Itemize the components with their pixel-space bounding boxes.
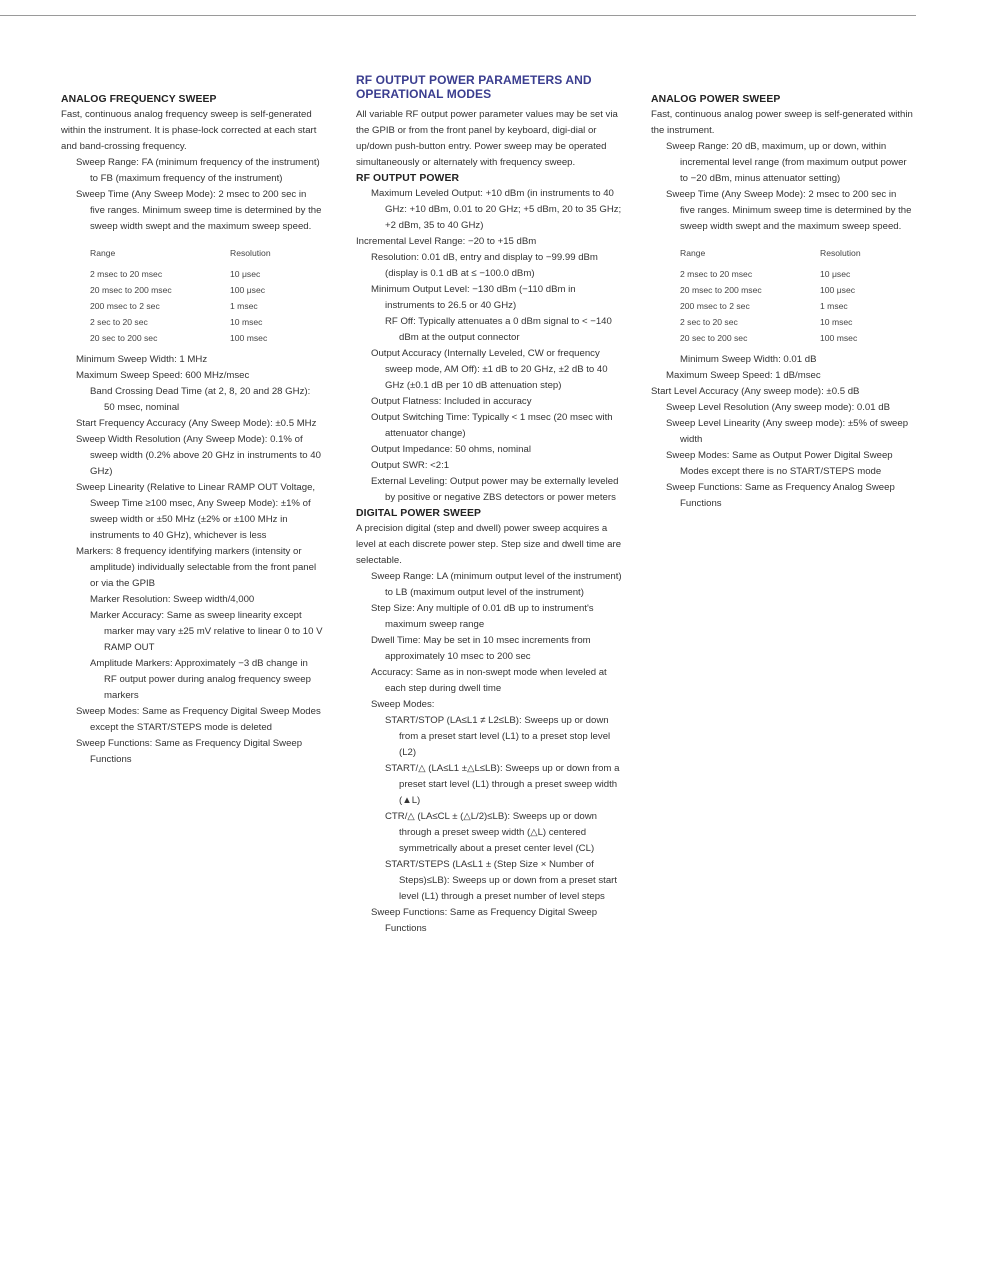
table-row xyxy=(651,266,861,282)
spec-item: Band Crossing Dead Time (at 2, 8, 20 and 28 GHz): 50 msec, nominal xyxy=(90,386,311,413)
section-title: ANALOG POWER SWEEP xyxy=(651,94,781,105)
spec-item: Sweep Modes: Same as Frequency Digital Sweep Modes except the START/STEPS mode is deleted xyxy=(76,706,321,733)
table-cell: 100 msec xyxy=(820,333,858,343)
spec-item: CTR/△ (LA≤CL ± (△L/2)≤LB): Sweeps up or down through a preset sweep width (△L) centered symmetrically about a preset center level (CL) xyxy=(385,811,598,854)
table-cell: 10 μsec xyxy=(230,269,261,279)
spec-item: Incremental Level Range: −20 to +15 dBm xyxy=(356,236,537,247)
table-row xyxy=(61,266,271,282)
table-cell: 200 msec to 2 sec xyxy=(680,301,750,311)
section-title: ANALOG FREQUENCY SWEEP xyxy=(61,94,217,105)
spec-item: Output Switching Time: Typically < 1 msec (20 msec with attenuator change) xyxy=(371,412,613,439)
paragraph: Fast, continuous analog frequency sweep is self-generated within the instrument. It is phase-lock corrected at each start and band-crossing frequency. xyxy=(61,109,317,152)
spec-item: Dwell Time: May be set in 10 msec increments from approximately 10 msec to 200 sec xyxy=(371,635,591,662)
spec-item: RF Off: Typically attenuates a 0 dBm signal to < −140 dBm at the output connector xyxy=(385,316,612,343)
table-header: Range xyxy=(90,248,116,258)
table-row xyxy=(61,282,271,298)
spec-item: Output SWR: <2:1 xyxy=(371,460,450,471)
table-row xyxy=(651,330,861,346)
spec-item: Sweep Functions: Same as Frequency Digital Sweep Functions xyxy=(371,907,598,934)
spec-item: Sweep Range: 20 dB, maximum, up or down, within incremental level range (from maximum output power to −20 dBm, minus attenuator setting) xyxy=(666,141,907,184)
spec-item: Sweep Linearity (Relative to Linear RAMP OUT Voltage, Sweep Time ≥100 msec, Any Sweep Mode): ±1% of sweep width or ±50 MHz (±2% or ±100 MHz in instruments to 40 GHz), whichever is less xyxy=(76,482,316,541)
column-rf-output-power xyxy=(356,73,624,937)
table-cell: 2 sec to 20 sec xyxy=(680,317,738,327)
table-cell: 2 msec to 20 msec xyxy=(680,269,753,279)
table-header: Range xyxy=(680,248,706,258)
top-rule xyxy=(0,15,916,16)
spec-item: Minimum Sweep Width: 0.01 dB xyxy=(680,354,817,365)
spec-item: Sweep Range: FA (minimum frequency of the instrument) to FB (maximum frequency of the instrument) xyxy=(76,157,320,184)
table-row xyxy=(61,330,271,346)
table-cell: 200 msec to 2 sec xyxy=(90,301,160,311)
subsection-title: RF OUTPUT POWER xyxy=(356,173,460,184)
spec-item: Maximum Leveled Output: +10 dBm (in instruments to 40 GHz: +10 dBm, 0.01 to 20 GHz; +5 dBm, 20 to 35 GHz; +2 dBm, 35 to 40 GHz) xyxy=(371,188,622,231)
table-row xyxy=(651,298,861,314)
spec-item: Sweep Modes: xyxy=(371,699,435,710)
spec-item: Accuracy: Same as in non-swept mode when leveled at each step during dwell time xyxy=(371,667,607,694)
table-cell: 20 sec to 200 sec xyxy=(680,333,748,343)
paragraph: Fast, continuous analog power sweep is self-generated within the instrument. xyxy=(651,109,913,136)
spec-item: Output Accuracy (Internally Leveled, CW or frequency sweep mode, AM Off): ±1 dB to 20 GHz, ±2 dB to 40 GHz (±0.1 dB per 10 dB attenuation step) xyxy=(371,348,608,391)
table-cell: 20 sec to 200 sec xyxy=(90,333,158,343)
table-cell: 10 msec xyxy=(230,317,263,327)
table-header: Resolution xyxy=(820,248,861,258)
spec-item: Marker Accuracy: Same as sweep linearity except marker may vary ±25 mV relative to linear 0 to 10 V RAMP OUT xyxy=(90,610,323,653)
table-row xyxy=(61,314,271,330)
spec-item: Minimum Sweep Width: 1 MHz xyxy=(76,354,208,365)
resolution-table xyxy=(651,245,861,346)
spec-item: Marker Resolution: Sweep width/4,000 xyxy=(90,594,255,605)
spec-item: Maximum Sweep Speed: 600 MHz/msec xyxy=(76,370,250,381)
resolution-table xyxy=(61,245,271,346)
column-analog-frequency-sweep xyxy=(61,92,323,768)
spec-item: Sweep Time (Any Sweep Mode): 2 msec to 200 sec in five ranges. Minimum sweep time is determined by the sweep width swept and the maximum sweep speed. xyxy=(666,189,912,232)
table-cell: 1 msec xyxy=(820,301,848,311)
spec-item: Start Level Accuracy (Any sweep mode): ±0.5 dB xyxy=(651,386,860,397)
spec-item: Sweep Level Resolution (Any sweep mode): 0.01 dB xyxy=(666,402,890,413)
table-row xyxy=(651,314,861,330)
spec-item: Sweep Width Resolution (Any Sweep Mode): 0.1% of sweep width (0.2% above 20 GHz in instruments to 40 GHz) xyxy=(76,434,321,477)
spec-item: Minimum Output Level: −130 dBm (−110 dBm in instruments to 26.5 or 40 GHz) xyxy=(371,284,576,311)
table-cell: 2 sec to 20 sec xyxy=(90,317,148,327)
spec-item: Sweep Range: LA (minimum output level of the instrument) to LB (maximum output level of the instrument) xyxy=(371,571,622,598)
spec-item: Maximum Sweep Speed: 1 dB/msec xyxy=(666,370,821,381)
table-row xyxy=(651,282,861,298)
spec-item: Sweep Functions: Same as Frequency Digital Sweep Functions xyxy=(76,738,303,765)
column-analog-power-sweep xyxy=(651,92,913,512)
spec-item: START/△ (LA≤L1 ±△L≤LB): Sweeps up or down from a preset start level (L1) through a preset sweep width (▲L) xyxy=(385,763,620,806)
table-header: Resolution xyxy=(230,248,271,258)
table-cell: 100 μsec xyxy=(230,285,266,295)
table-cell: 10 μsec xyxy=(820,269,851,279)
spec-item: Resolution: 0.01 dB, entry and display to −99.99 dBm (display is 0.1 dB at ≤ −100.0 dBm) xyxy=(371,252,598,279)
spec-item: Sweep Level Linearity (Any sweep mode): ±5% of sweep width xyxy=(666,418,909,445)
table-cell: 20 msec to 200 msec xyxy=(90,285,172,295)
paragraph: A precision digital (step and dwell) power sweep acquires a level at each discrete power step. Step size and dwell time are selectable. xyxy=(356,523,622,566)
spec-item: Sweep Modes: Same as Output Power Digital Sweep Modes except there is no START/STEPS mode xyxy=(666,450,893,477)
spec-item: Output Flatness: Included in accuracy xyxy=(371,396,532,407)
table-cell: 20 msec to 200 msec xyxy=(680,285,762,295)
table-cell: 100 μsec xyxy=(820,285,856,295)
spec-item: Step Size: Any multiple of 0.01 dB up to instrument's maximum sweep range xyxy=(371,603,594,630)
section-title: RF OUTPUT POWER PARAMETERS AND OPERATIONAL MODES xyxy=(356,73,592,101)
spec-item: Output Impedance: 50 ohms, nominal xyxy=(371,444,531,455)
spec-item: START/STOP (LA≤L1 ≠ L2≤LB): Sweeps up or down from a preset start level (L1) to a preset stop level (L2) xyxy=(385,715,611,758)
table-cell: 2 msec to 20 msec xyxy=(90,269,163,279)
spec-item: START/STEPS (LA≤L1 ± (Step Size × Number of Steps)≤LB): Sweeps up or down from a preset start level (L1) through a preset number of level steps xyxy=(385,859,618,902)
table-cell: 100 msec xyxy=(230,333,268,343)
table-cell: 1 msec xyxy=(230,301,258,311)
spec-item: Start Frequency Accuracy (Any Sweep Mode): ±0.5 MHz xyxy=(76,418,317,429)
subsection-title: DIGITAL POWER SWEEP xyxy=(356,508,482,519)
table-cell: 10 msec xyxy=(820,317,853,327)
spec-item: Sweep Functions: Same as Frequency Analog Sweep Functions xyxy=(666,482,895,509)
paragraph: All variable RF output power parameter values may be set via the GPIB or from the front panel by keyboard, digi-dial or up/down push-button entry. Power sweep may be operated simultaneously or alternately with frequency sweep. xyxy=(356,109,618,168)
spec-item: Sweep Time (Any Sweep Mode): 2 msec to 200 sec in five ranges. Minimum sweep time is determined by the sweep width swept and the maximum sweep speed. xyxy=(76,189,322,232)
spec-item: Amplitude Markers: Approximately −3 dB change in RF output power during analog frequency sweep markers xyxy=(90,658,311,701)
spec-item: Markers: 8 frequency identifying markers (intensity or amplitude) individually selectable from the front panel or via the GPIB xyxy=(76,546,317,589)
spec-item: External Leveling: Output power may be externally leveled by positive or negative ZBS detectors or power meters xyxy=(371,476,619,503)
table-row xyxy=(61,298,271,314)
